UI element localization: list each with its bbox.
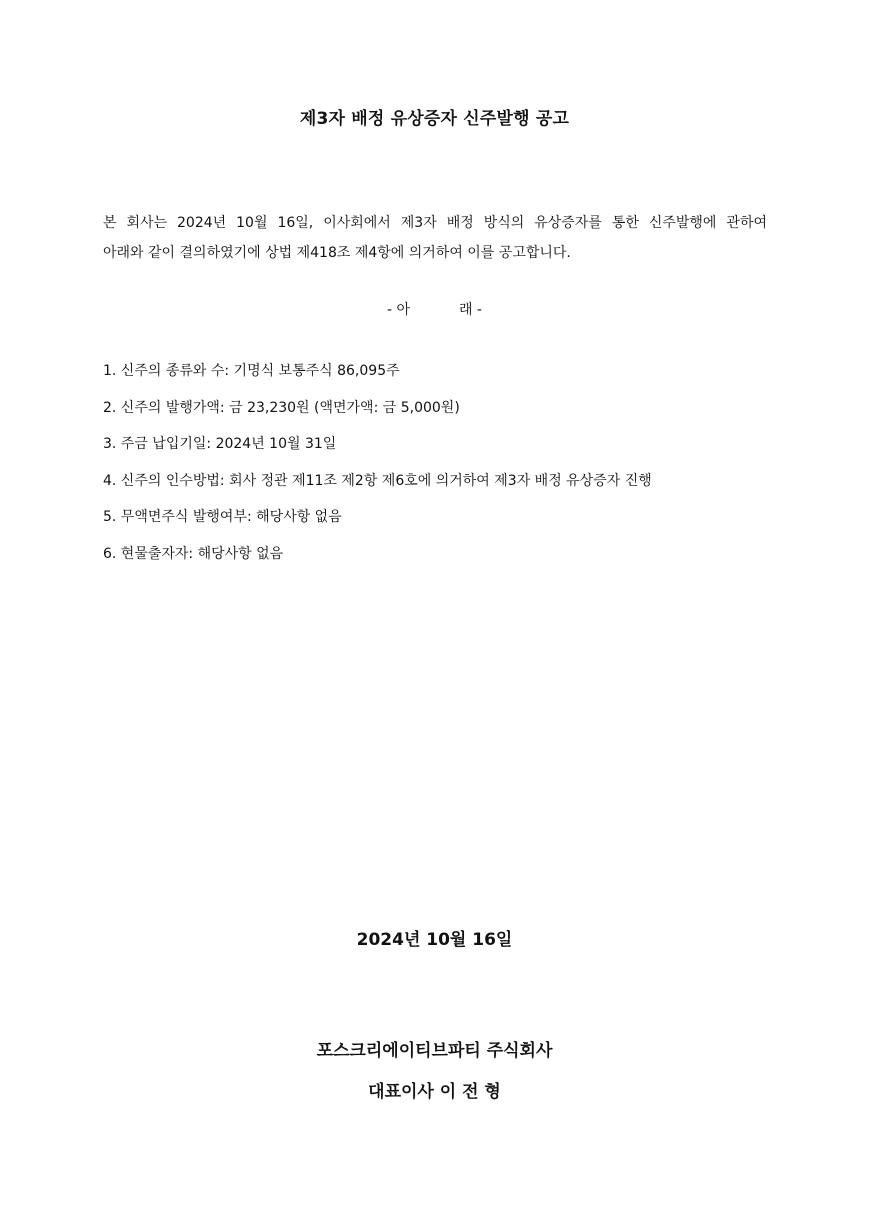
- notice-items-list: [103, 360, 652, 579]
- section-marker: - 아 래 -: [386, 302, 482, 318]
- notice-item-2: 2. 신주의 발행가액: 금 23,230원 (액면가액: 금 5,000원): [103, 399, 460, 416]
- intro-paragraph: [103, 208, 767, 268]
- notice-item-6: 6. 현물출자자: 해당사항 없음: [103, 545, 284, 562]
- notice-item-4: 4. 신주의 인수방법: 회사 정관 제11조 제2항 제6호에 의거하여 제3자 배정 유상증자 진행: [103, 472, 652, 489]
- representative-name: 대표이사 이 전 형: [368, 1082, 501, 1102]
- notice-item-3: 3. 주금 납입기일: 2024년 10월 31일: [103, 436, 337, 452]
- notice-date: 2024년 10월 16일: [356, 930, 513, 950]
- company-name: 포스크리에이티브파티 주식회사: [316, 1041, 553, 1061]
- notice-item-5: 5. 무액면주식 발행여부: 해당사항 없음: [103, 509, 342, 525]
- intro-line-1: 본 회사는 2024년 10월 16일, 이사회에서 제3자 배정 방식의 유상증자를 통한 신주발행에 관하여: [103, 215, 767, 231]
- intro-line-2: 아래와 같이 결의하였기에 상법 제418조 제4항에 의거하여 이를 공고합니다.: [103, 245, 571, 261]
- document-title: 제3자 배정 유상증자 신주발행 공고: [299, 109, 570, 129]
- notice-item-1: 1. 신주의 종류와 수: 기명식 보통주식 86,095주: [103, 363, 400, 379]
